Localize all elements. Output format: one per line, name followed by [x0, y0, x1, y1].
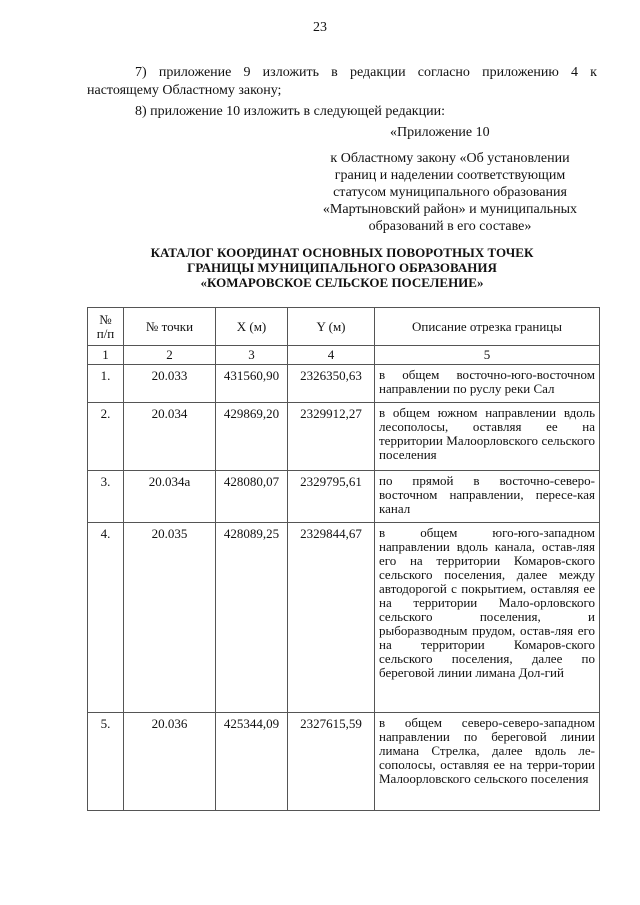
header-description: Описание отрезка границы [375, 308, 600, 346]
coord-y: 2327615,59 [288, 713, 375, 811]
point-id: 20.035 [124, 523, 216, 713]
table-row [88, 471, 600, 523]
coord-y: 2326350,63 [288, 365, 375, 403]
row-number: 3. [88, 471, 124, 523]
paragraph-7-line-1 [87, 64, 597, 82]
appendix-subtitle-line: статусом муниципального образования [333, 185, 567, 200]
table-row [88, 713, 600, 811]
header-number-line-1: № [99, 311, 112, 327]
header-number-line-2: п/п [96, 325, 115, 341]
appendix-subtitle-line: «Мартыновский район» и муниципальных [322, 202, 578, 217]
point-id: 20.036 [124, 713, 216, 811]
header-x: X (м) [216, 308, 288, 346]
coord-x: 428080,07 [216, 471, 288, 523]
coord-x: 428089,25 [216, 523, 288, 713]
paragraph-7-line-2: настоящему Областному закону; [87, 83, 282, 98]
table-row [88, 365, 600, 403]
row-number: 2. [88, 403, 124, 471]
header-number [88, 308, 124, 346]
row-number: 5. [88, 713, 124, 811]
table-row [88, 403, 600, 471]
paragraph-8-text: 8) приложение 10 изложить в следующей редакции: [135, 104, 445, 119]
coordinates-table [87, 307, 600, 811]
point-id: 20.034 [124, 403, 216, 471]
catalog-title-line: ГРАНИЦЫ МУНИЦИПАЛЬНОГО ОБРАЗОВАНИЯ [187, 260, 497, 275]
appendix-subtitle-line: к Областному закону «Об установлении [330, 151, 570, 166]
page-number: 23 [313, 20, 327, 35]
appendix-subtitle [300, 150, 600, 235]
header-point: № точки [124, 308, 216, 346]
catalog-title-line: «КОМАРОВСКОЕ СЕЛЬСКОЕ ПОСЕЛЕНИЕ» [200, 275, 484, 290]
header-y: Y (м) [288, 308, 375, 346]
point-id: 20.033 [124, 365, 216, 403]
segment-description: в общем северо-северо-западном направлении по береговой линии лимана Стрелка, далее вдоль ле-сополосы, оставляя ее на терри-тории Малоорловского сельского поселения [375, 713, 600, 811]
appendix-subtitle-line: границ и наделении соответствующим [334, 168, 566, 183]
segment-description: в общем юго-юго-западном направлении вдоль канала, остав-ляя его на территории Комаров-ского сельского поселения, далее между автодорогой с покрытием, оставляя ее на территории Мало-орловского сельского поселения, и рыборазводным прудом, остав-ляя его на территории Комаров-ского сельского поселения, далее по береговой линии лимана Дол-гий [375, 523, 600, 713]
table-row [88, 523, 600, 713]
column-index: 4 [288, 346, 375, 365]
catalog-title [87, 245, 597, 290]
segment-description: в общем южном направлении вдоль лесополосы, оставляя ее на территории Малоорловского сельского поселения [375, 403, 600, 471]
table-header-row [88, 308, 600, 346]
coord-x: 425344,09 [216, 713, 288, 811]
column-index: 1 [88, 346, 124, 365]
row-number: 1. [88, 365, 124, 403]
appendix-subtitle-line: образований в его составе» [368, 219, 532, 234]
coord-y: 2329795,61 [288, 471, 375, 523]
coord-x: 429869,20 [216, 403, 288, 471]
row-number: 4. [88, 523, 124, 713]
appendix-title: «Приложение 10 [390, 125, 490, 140]
column-index: 2 [124, 346, 216, 365]
coord-y: 2329844,67 [288, 523, 375, 713]
segment-description: в общем восточно-юго-восточном направлении по руслу реки Сал [375, 365, 600, 403]
coord-x: 431560,90 [216, 365, 288, 403]
coord-y: 2329912,27 [288, 403, 375, 471]
column-index-row [88, 346, 600, 365]
paragraph-item-7 [87, 64, 597, 100]
column-index: 5 [375, 346, 600, 365]
segment-description: по прямой в восточно-северо-восточном направлении, пересе-кая канал [375, 471, 600, 523]
paragraph-item-8 [87, 103, 597, 121]
point-id: 20.034а [124, 471, 216, 523]
column-index: 3 [216, 346, 288, 365]
paragraph-7-line-1-text: 7) приложение 9 изложить в редакции согласно приложению 4 к [135, 65, 597, 80]
catalog-title-line: КАТАЛОГ КООРДИНАТ ОСНОВНЫХ ПОВОРОТНЫХ ТОЧЕК [150, 245, 534, 260]
